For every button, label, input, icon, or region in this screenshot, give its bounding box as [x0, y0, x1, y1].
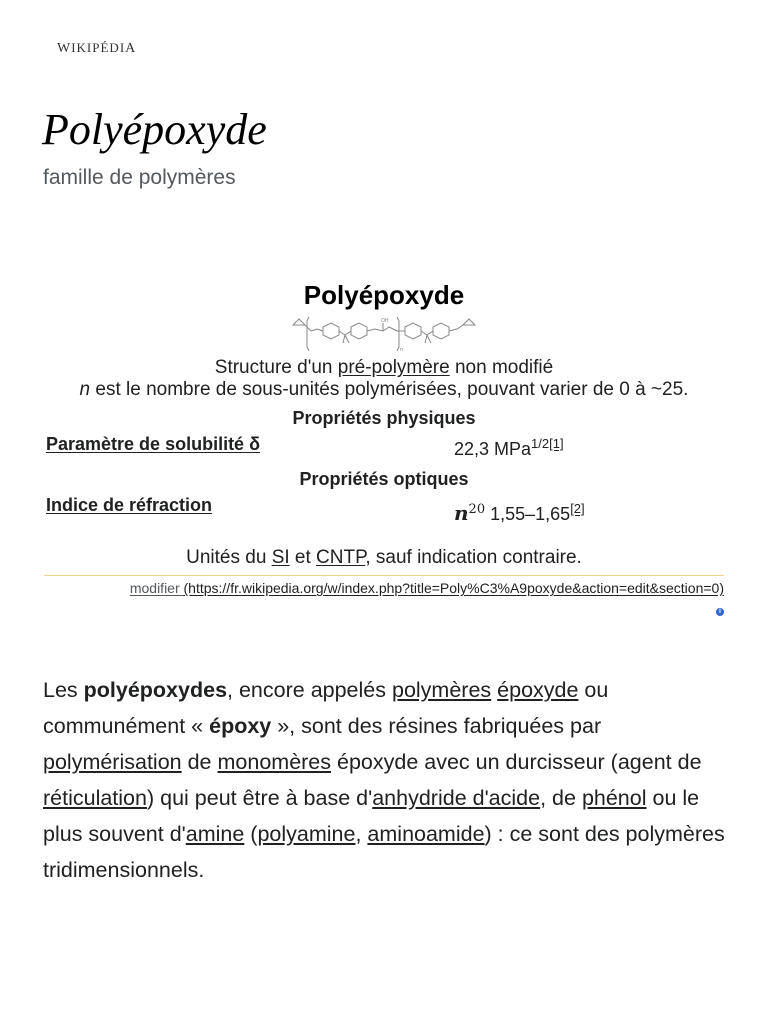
link-epoxyde[interactable]: époxyde — [497, 678, 579, 702]
link-si[interactable]: SI — [271, 547, 290, 568]
infobox-units-note — [44, 547, 724, 569]
units-text: Unités du — [186, 547, 272, 568]
link-monomeres[interactable]: monomères — [217, 750, 332, 774]
intro-paragraph — [43, 672, 733, 888]
row-refraction — [44, 492, 724, 527]
link-pre-polymere[interactable]: pré-polymère — [337, 357, 450, 378]
link-phenol[interactable]: phénol — [581, 786, 647, 810]
polyepoxide-structure-image[interactable] — [289, 315, 479, 355]
caption-text: est le nombre de sous-unités polymérisées, pouvant varier de 0 à ~25. — [90, 379, 689, 400]
infobox-edit-link[interactable] — [44, 575, 724, 622]
infobox-title: Polyépoxyde — [303, 280, 465, 310]
link-refractive-index[interactable]: Indice de réfraction — [46, 495, 213, 515]
intro-text: ) qui peut être à base d' — [146, 786, 373, 810]
link-polyamine[interactable]: polyamine — [257, 822, 356, 846]
units-text: , sauf indication contraire. — [365, 547, 582, 568]
infobox-caption — [44, 357, 724, 401]
refraction-number: 1,55–1,65 — [490, 504, 571, 524]
refraction-symbol: n — [454, 501, 469, 525]
caption-text: Structure d'un — [214, 357, 338, 378]
edit-url[interactable]: (https://fr.wikipedia.org/w/index.php?title=Poly%C3%A9poxyde&action=edit&section=0) — [183, 580, 724, 596]
link-reticulation[interactable]: réticulation — [43, 786, 147, 810]
solubility-value — [454, 431, 724, 462]
info-icon[interactable]: i — [716, 608, 724, 616]
section-physical-properties: Propriétés physiques — [292, 408, 476, 428]
intro-text: ou communément « — [43, 678, 609, 738]
intro-text: ) : ce sont des polymères tridimensionnels. — [43, 822, 725, 882]
wordmark-first-letter: W — [57, 41, 72, 56]
link-amine[interactable]: amine — [185, 822, 245, 846]
wikipedia-wordmark[interactable] — [57, 40, 136, 57]
svg-text:n: n — [400, 347, 404, 353]
intro-text: Les — [43, 678, 84, 702]
link-cntp[interactable]: CNTP — [316, 547, 366, 568]
section-optical-properties: Propriétés optiques — [299, 469, 469, 489]
infobox — [44, 280, 724, 622]
refraction-superscript: 20 — [468, 502, 486, 517]
page-title: Polyépoxyde — [42, 105, 267, 154]
intro-text: , — [355, 822, 368, 846]
caption-text: non modifié — [449, 357, 554, 378]
intro-text: époxyde avec un durcisseur (agent de — [331, 750, 702, 774]
intro-text: de — [181, 750, 218, 774]
wordmark-last-letter: A — [125, 41, 137, 56]
svg-text:OH: OH — [381, 318, 389, 324]
units-text: et — [289, 547, 317, 568]
refraction-value — [454, 492, 724, 527]
link-polymeres[interactable]: polymères — [391, 678, 492, 702]
intro-text: , de — [540, 786, 582, 810]
row-solubility — [44, 431, 724, 462]
modifier-link[interactable]: modifier — [129, 580, 184, 596]
intro-text: ou le plus souvent d' — [43, 786, 700, 846]
link-solubility-parameter[interactable]: Paramètre de solubilité δ — [46, 434, 260, 454]
link-anhydride-d-acide[interactable]: anhydride d'acide — [372, 786, 541, 810]
intro-bold: époxy — [209, 714, 272, 738]
reference-2[interactable]: [2] — [570, 501, 585, 516]
page-subtitle: famille de polymères — [43, 166, 236, 189]
reference-1[interactable]: [1] — [549, 436, 564, 451]
wordmark-middle: IKIPÉDI — [71, 40, 126, 55]
link-aminoamide[interactable]: aminoamide — [367, 822, 485, 846]
intro-text: ( — [244, 822, 258, 846]
link-polymerisation[interactable]: polymérisation — [43, 750, 182, 774]
solubility-exponent: 1/2 — [531, 436, 550, 451]
caption-variable: n — [79, 379, 91, 400]
intro-text: , encore appelés — [227, 678, 392, 702]
intro-text: », sont des résines fabriquées par — [271, 714, 602, 738]
solubility-number: 22,3 MPa — [454, 439, 532, 459]
intro-bold: polyépoxydes — [83, 678, 228, 702]
